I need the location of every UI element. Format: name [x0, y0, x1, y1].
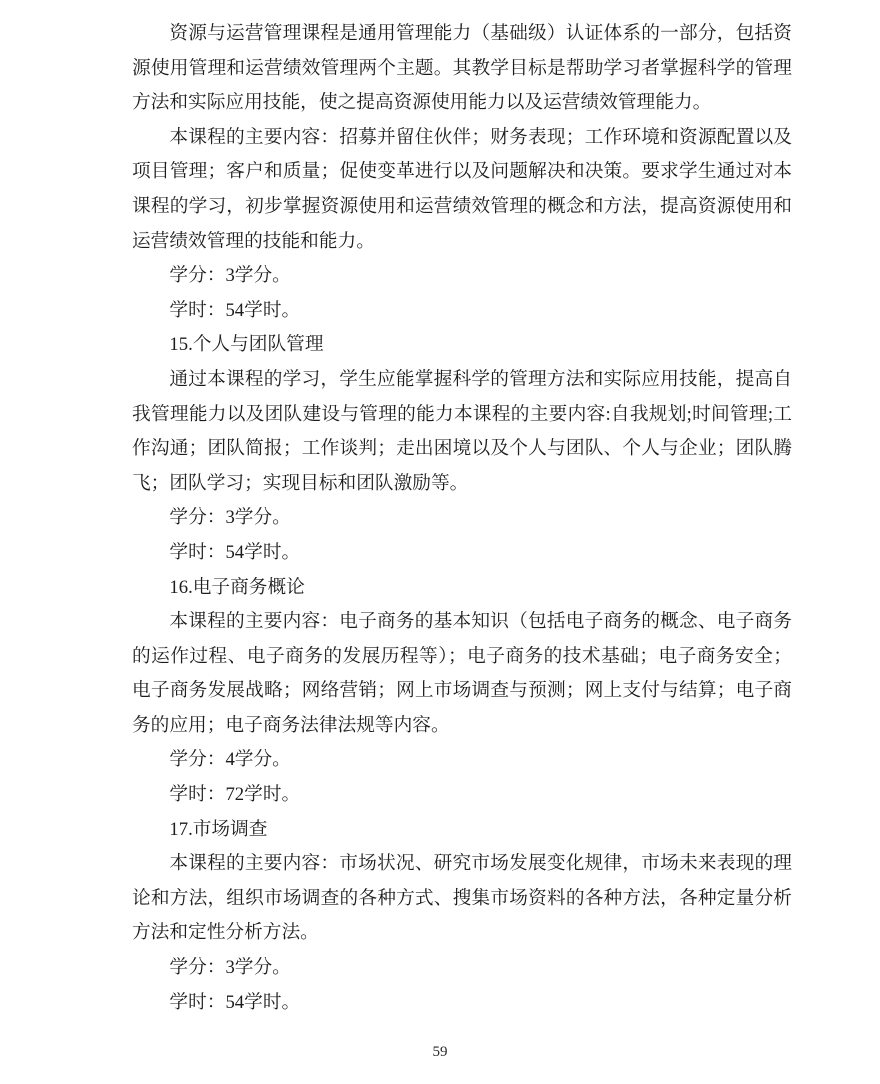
paragraph: 资源与运营管理课程是通用管理能力（基础级）认证体系的一部分，包括资源使用管理和运营绩效管理两个主题。其教学目标是帮助学习者掌握科学的管理方法和实际应用技能，使之提高资源使用能力以及运营绩效管理能力。 — [132, 23, 792, 114]
page-number: 59 — [432, 1044, 448, 1060]
paragraph: 通过本课程的学习，学生应能掌握科学的管理方法和实际应用技能，提高自我管理能力以及团队建设与管理的能力本课程的主要内容:自我规划;时间管理;工作沟通；团队简报；工作谈判；走出困境以及个人与团队、个人与企业；团队腾飞；团队学习；实现目标和团队激励等。 — [132, 368, 792, 494]
page-content — [132, 17, 792, 1020]
credits-line: 学分：4学分。 — [169, 749, 291, 771]
credits-line: 学分：3学分。 — [169, 507, 291, 529]
hours-line: 学时：54学时。 — [169, 541, 301, 563]
hours-line: 学时：54学时。 — [169, 299, 301, 321]
credits-line: 学分：3学分。 — [169, 265, 291, 287]
course-heading: 15.个人与团队管理 — [169, 334, 324, 356]
credits-line: 学分：3学分。 — [169, 957, 291, 979]
course-heading: 16.电子商务概论 — [169, 576, 305, 598]
paragraph: 本课程的主要内容：电子商务的基本知识（包括电子商务的概念、电子商务的运作过程、电子商务的发展历程等）；电子商务的技术基础；电子商务安全；电子商务发展战略；网络营销；网上市场调查与预测；网上支付与结算；电子商务的应用；电子商务法律法规等内容。 — [132, 611, 792, 736]
paragraph: 本课程的主要内容：招募并留住伙伴；财务表现；工作环境和资源配置以及项目管理；客户和质量；促使变革进行以及问题解决和决策。要求学生通过对本课程的学习，初步掌握资源使用和运营绩效管理的概念和方法，提高资源使用和运营绩效管理的技能和能力。 — [132, 126, 792, 252]
hours-line: 学时：54学时。 — [169, 991, 301, 1013]
paragraph: 本课程的主要内容：市场状况、研究市场发展变化规律，市场未来表现的理论和方法，组织市场调查的各种方式、搜集市场资料的各种方法，各种定量分析方法和定性分析方法。 — [132, 853, 792, 944]
hours-line: 学时：72学时。 — [169, 784, 301, 806]
course-heading: 17.市场调查 — [169, 818, 268, 840]
